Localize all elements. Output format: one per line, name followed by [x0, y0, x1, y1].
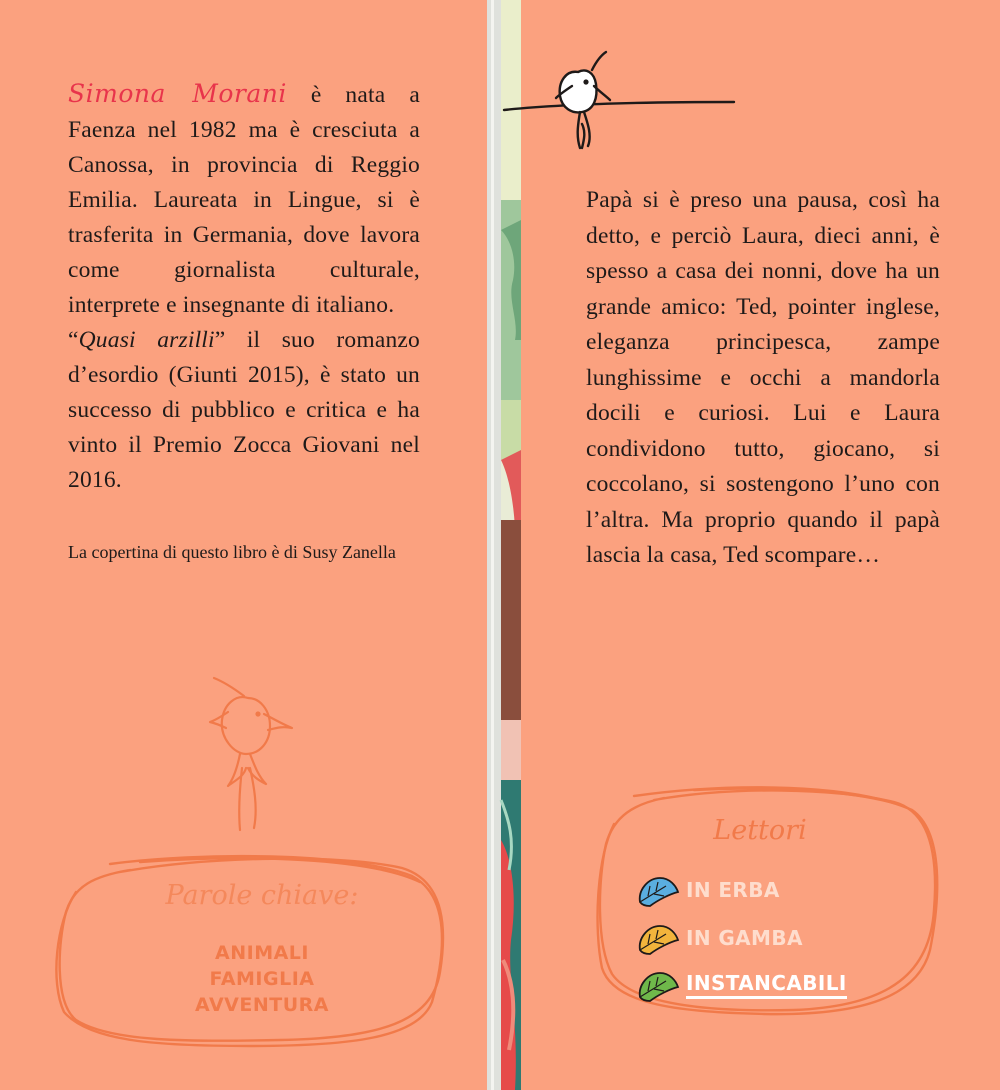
keywords-list	[112, 940, 412, 1018]
keywords-title: Parole chiave:	[165, 880, 359, 911]
book-synopsis: Papà si è preso una pausa, così ha detto, e perciò Laura, dieci anni, è spesso a casa dei nonni, dove ha un grande amico: Ted, pointer inglese, eleganza principesca, zampe lunghissime e occhi a mandorla docili e curiosi. Lui e Laura condividono tutto, giocano, si coccolano, si sostengono l’uno con l’altra. Ma proprio quando il papà lascia la casa, Ted scompare…	[586, 187, 940, 568]
reader-level-label: IN GAMBA	[686, 926, 803, 950]
leaf-icon	[636, 872, 682, 908]
author-bio-text-2: ” il suo romanzo d’esordio (Giunti 2015), è stato un successo di pubblico e critica e ha vinto il Premio Zocca Giovani nel 2016.	[68, 327, 420, 493]
reader-level-instancabili	[636, 967, 847, 1003]
cover-credit: La copertina di questo libro è di Susy Zanella	[68, 542, 396, 562]
author-name: Simona Morani	[68, 79, 287, 108]
bird-on-branch-icon	[500, 40, 740, 165]
bird-doodle-icon	[200, 668, 300, 843]
author-bio-text: è nata a Faenza nel 1982 ma è cresciuta a Canossa, in provincia di Reggio Emilia. Laureata in Lingue, si è trasferita in Germania, dove lavora come giornalista culturale, interprete e insegnante di italiano.	[68, 82, 420, 318]
leaf-icon	[636, 967, 682, 1003]
reader-level-in-gamba	[636, 920, 803, 956]
reader-level-in-erba	[636, 872, 780, 908]
leaf-icon	[636, 920, 682, 956]
keyword-item: AVVENTURA	[195, 994, 329, 1016]
keyword-item: ANIMALI	[215, 942, 309, 964]
reader-level-label: IN ERBA	[686, 878, 780, 902]
readers-title: Lettori	[713, 815, 807, 846]
back-cover-left-flap	[0, 0, 487, 1090]
keyword-item: FAMIGLIA	[209, 968, 315, 990]
author-bio	[68, 76, 420, 498]
reader-level-label-selected: INSTANCABILI	[686, 971, 847, 999]
open-quote: “	[68, 327, 79, 353]
previous-book-title: Quasi arzilli	[78, 327, 215, 353]
